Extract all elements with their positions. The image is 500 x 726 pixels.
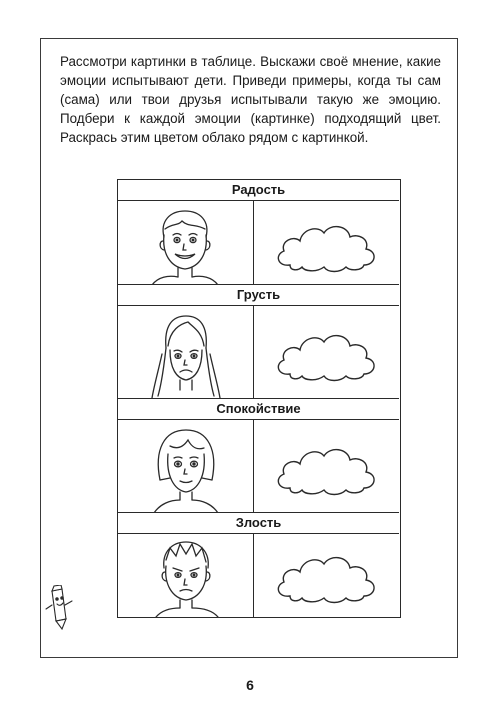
face-cell-joy: [118, 201, 254, 284]
emotion-label-anger: Злость: [118, 513, 399, 534]
sad-girl-face-icon: [118, 306, 253, 399]
emotion-label-calm: Спокойствие: [118, 399, 399, 420]
emotion-row-calm: [118, 399, 399, 513]
emotion-row-joy: [118, 180, 399, 285]
emotion-label-sadness: Грусть: [118, 285, 399, 306]
instructions-text: Рассмотри картинки в таблице. Выскажи своё мнение, какие эмоции испытывают дети. Приведи примеры, когда ты сам (сама) или твои друзья испытывали такую же эмоцию. Подбери к каждой эмоции (картинке) подходящий цвет. Раскрась этим цветом облако рядом с картинкой.: [60, 54, 441, 145]
calm-girl-face-icon: [118, 420, 253, 513]
cloud-outline-icon[interactable]: [254, 201, 399, 285]
cloud-outline-icon[interactable]: [254, 306, 399, 399]
cloud-cell-joy[interactable]: [254, 201, 399, 284]
emotion-row-anger: [118, 513, 399, 617]
cloud-cell-anger[interactable]: [254, 534, 399, 617]
angry-boy-face-icon: [118, 534, 253, 617]
cloud-outline-icon[interactable]: [254, 534, 399, 617]
face-cell-sadness: [118, 306, 254, 398]
emotion-label-joy: Радость: [118, 180, 399, 201]
cloud-outline-icon[interactable]: [254, 420, 399, 513]
cloud-cell-calm[interactable]: [254, 420, 399, 512]
emotion-row-sadness: [118, 285, 399, 399]
emotion-table: [117, 179, 401, 618]
pencil-mascot-icon: [44, 585, 74, 630]
cloud-cell-sadness[interactable]: [254, 306, 399, 398]
happy-boy-face-icon: [118, 201, 253, 285]
page-number: 6: [246, 677, 254, 693]
face-cell-calm: [118, 420, 254, 512]
face-cell-anger: [118, 534, 254, 617]
